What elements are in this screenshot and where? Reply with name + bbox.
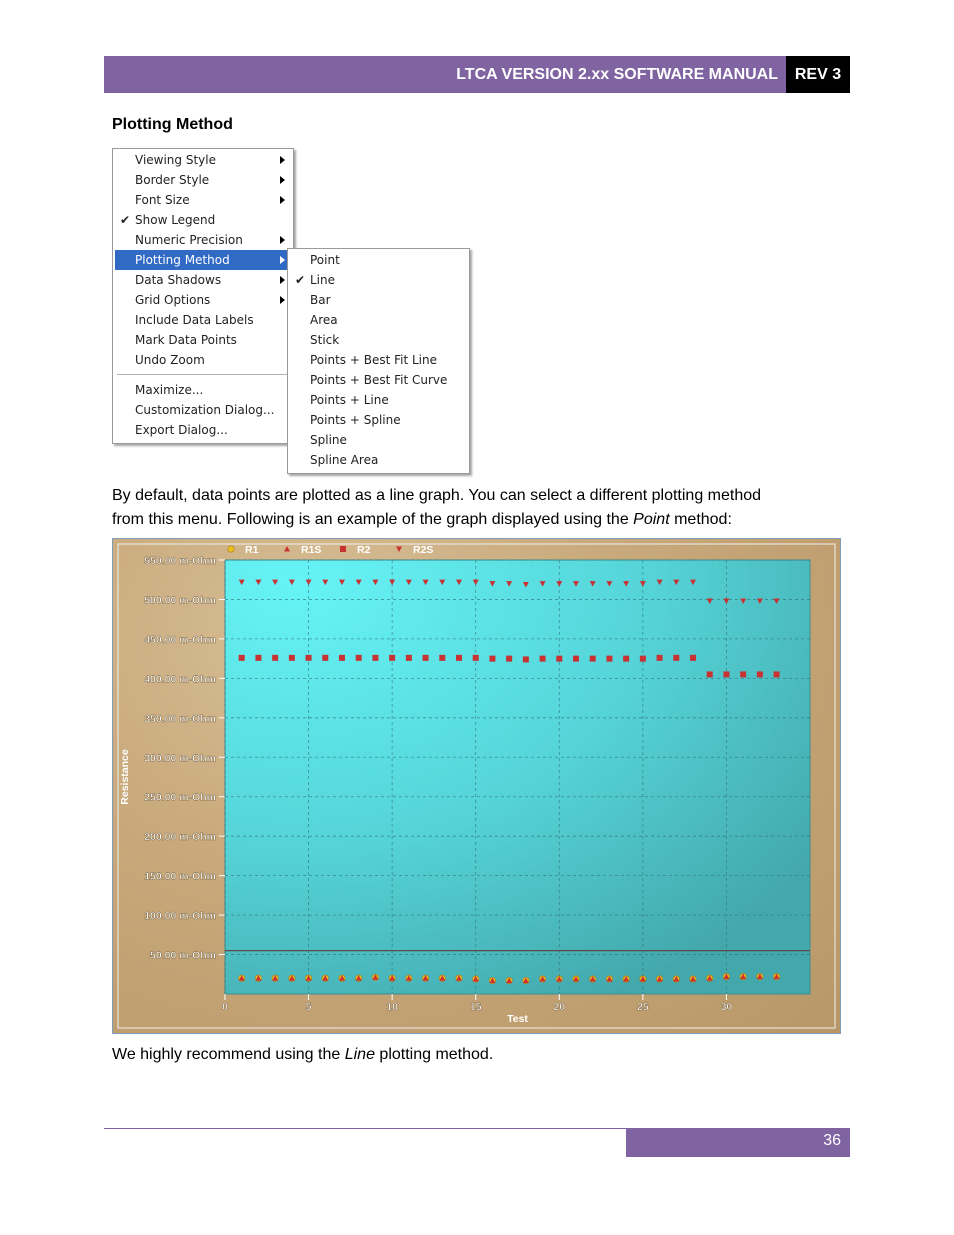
emphasis-text: Point xyxy=(633,511,670,528)
submenu-item-points-spline[interactable] xyxy=(290,410,467,430)
menu-item-label: Points + Best Fit Curve xyxy=(310,373,448,387)
data-point-r2 xyxy=(740,671,746,677)
menu-separator xyxy=(117,374,289,376)
y-tick-label: 200.00 m-Ohm xyxy=(144,831,216,844)
submenu-item-spline[interactable] xyxy=(290,430,467,450)
revision-badge: REV 3 xyxy=(786,56,850,93)
data-point-r2 xyxy=(606,656,612,662)
paragraph-line xyxy=(112,508,842,532)
menu-item-label: Point xyxy=(310,253,340,267)
y-tick-label: 50.00 m-Ohm xyxy=(150,949,216,962)
submenu-item-point[interactable] xyxy=(290,250,467,270)
data-point-r2 xyxy=(406,655,412,661)
data-point-r2 xyxy=(590,656,596,662)
data-point-r2 xyxy=(255,655,261,661)
menu-item-label: Plotting Method xyxy=(135,253,230,267)
recommendation-paragraph xyxy=(112,1043,842,1067)
page-number: 36 xyxy=(823,1132,841,1149)
menu-item-customization-dialog[interactable] xyxy=(115,400,291,420)
data-point-r2 xyxy=(774,671,780,677)
data-point-r2 xyxy=(439,655,445,661)
x-tick-label: 20 xyxy=(553,1001,566,1013)
data-point-r2 xyxy=(757,671,763,677)
menu-item-maximize[interactable] xyxy=(115,380,291,400)
y-tick-label: 350.00 m-Ohm xyxy=(144,712,216,725)
y-tick-label: 450.00 m-Ohm xyxy=(144,633,216,646)
paragraph-line: By default, data points are plotted as a line graph. You can select a different plotting method xyxy=(112,487,762,504)
menu-item-label: Numeric Precision xyxy=(135,233,243,247)
menu-item-label: Stick xyxy=(310,333,340,347)
text-run: method: xyxy=(669,511,732,528)
legend-label: R1S xyxy=(301,544,322,556)
menu-item-label: Points + Line xyxy=(310,393,389,407)
plot-area xyxy=(225,560,810,994)
footer-page-box xyxy=(626,1128,850,1157)
data-point-r2 xyxy=(306,655,312,661)
x-tick-label: 25 xyxy=(637,1001,649,1013)
page-header xyxy=(104,56,850,93)
menu-item-label: Grid Options xyxy=(135,293,211,307)
menu-item-mark-data-points[interactable] xyxy=(115,330,291,350)
data-point-r2 xyxy=(673,655,679,661)
data-point-r2 xyxy=(657,655,663,661)
submenu-arrow-icon xyxy=(280,256,285,264)
data-point-r2 xyxy=(473,655,479,661)
text-run: from this menu. Following is an example of the graph displayed using the xyxy=(112,511,634,528)
submenu-item-points-best-fit-line[interactable] xyxy=(290,350,467,370)
y-tick-label: 300.00 m-Ohm xyxy=(144,752,216,765)
menu-item-label: Points + Spline xyxy=(310,413,401,427)
submenu-item-spline-area[interactable] xyxy=(290,450,467,470)
checkmark-icon: ✔ xyxy=(295,273,306,287)
submenu-item-points-line[interactable] xyxy=(290,390,467,410)
data-point-r2 xyxy=(389,655,395,661)
submenu-arrow-icon xyxy=(280,236,285,244)
menu-item-numeric-precision[interactable] xyxy=(115,230,291,250)
x-tick-label: 15 xyxy=(469,1001,482,1013)
y-tick-label: 100.00 m-Ohm xyxy=(144,910,216,923)
data-point-r2 xyxy=(690,655,696,661)
legend-marker-r2s xyxy=(396,547,402,553)
submenu-arrow-icon xyxy=(280,156,285,164)
checkmark-icon: ✔ xyxy=(120,213,131,227)
menu-item-label: Line xyxy=(310,273,336,287)
submenu-item-line[interactable] xyxy=(290,270,467,290)
y-tick-label: 250.00 m-Ohm xyxy=(144,791,216,804)
menu-item-label: Viewing Style xyxy=(135,153,216,167)
submenu-arrow-icon xyxy=(280,296,285,304)
menu-item-show-legend[interactable] xyxy=(115,210,291,230)
x-axis-title: Test xyxy=(507,1013,528,1025)
menu-item-grid-options[interactable] xyxy=(115,290,291,310)
y-tick-label: 400.00 m-Ohm xyxy=(144,673,216,686)
manual-title: LTCA VERSION 2.xx SOFTWARE MANUAL xyxy=(456,66,778,83)
menu-item-label: Data Shadows xyxy=(135,273,222,287)
legend-marker-r1s xyxy=(284,546,290,552)
menu-item-font-size[interactable] xyxy=(115,190,291,210)
menu-item-plotting-method[interactable] xyxy=(115,250,291,270)
data-point-r2 xyxy=(523,656,529,662)
menu-item-label: Mark Data Points xyxy=(135,333,237,347)
data-point-r2 xyxy=(556,656,562,662)
chart-context-menu xyxy=(112,148,294,444)
menu-item-label: Spline xyxy=(310,433,347,447)
x-tick-label: 5 xyxy=(305,1001,312,1013)
legend-marker-r1 xyxy=(228,546,234,552)
x-tick-label: 10 xyxy=(386,1001,398,1013)
menu-item-label: Bar xyxy=(310,293,331,307)
emphasis-text: Line xyxy=(344,1046,375,1063)
menu-item-export-dialog[interactable] xyxy=(115,420,291,440)
legend-label: R1 xyxy=(245,544,259,556)
x-tick-label: 30 xyxy=(720,1001,733,1013)
menu-item-label: Font Size xyxy=(135,193,190,207)
menu-item-label: Include Data Labels xyxy=(135,313,254,327)
legend-label: R2S xyxy=(413,544,434,556)
data-point-r2 xyxy=(339,655,345,661)
footer-rule xyxy=(104,1128,626,1129)
chart-canvas xyxy=(113,539,840,1033)
menu-item-label: Maximize... xyxy=(135,383,204,397)
menu-item-data-shadows[interactable] xyxy=(115,270,291,290)
menu-item-label: Points + Best Fit Line xyxy=(310,353,438,367)
menu-item-border-style[interactable] xyxy=(115,170,291,190)
data-point-r2 xyxy=(540,656,546,662)
data-point-r2 xyxy=(623,656,629,662)
data-point-r2 xyxy=(506,656,512,662)
legend-label: R2 xyxy=(357,544,371,556)
y-tick-label: 150.00 m-Ohm xyxy=(144,870,216,883)
menu-item-viewing-style[interactable] xyxy=(115,150,291,170)
data-point-r2 xyxy=(489,656,495,662)
resistance-chart xyxy=(112,538,841,1034)
y-tick-label: 550.00 m-Ohm xyxy=(144,555,216,567)
data-point-r2 xyxy=(573,656,579,662)
data-point-r2 xyxy=(289,655,295,661)
submenu-item-bar[interactable] xyxy=(290,290,467,310)
x-tick-label: 0 xyxy=(222,1001,228,1013)
menu-item-label: Customization Dialog... xyxy=(135,403,275,417)
data-point-r2 xyxy=(640,656,646,662)
plotting-method-submenu xyxy=(287,248,470,474)
legend-marker-r2 xyxy=(340,546,346,552)
menu-item-label: Area xyxy=(310,313,338,327)
menu-item-label: Spline Area xyxy=(310,453,379,467)
data-point-r2 xyxy=(707,671,713,677)
section-heading: Plotting Method xyxy=(112,116,233,133)
submenu-arrow-icon xyxy=(280,276,285,284)
menu-item-label: Undo Zoom xyxy=(135,353,205,367)
data-point-r2 xyxy=(456,655,462,661)
submenu-arrow-icon xyxy=(280,176,285,184)
y-tick-label: 500.00 m-Ohm xyxy=(144,594,216,607)
intro-paragraph xyxy=(112,484,842,532)
submenu-item-stick[interactable] xyxy=(290,330,467,350)
menu-item-undo-zoom[interactable] xyxy=(115,350,291,370)
submenu-arrow-icon xyxy=(280,196,285,204)
submenu-item-points-best-fit-curve[interactable] xyxy=(290,370,467,390)
menu-item-label: Export Dialog... xyxy=(135,423,228,437)
text-run: plotting method. xyxy=(374,1046,494,1063)
menu-item-include-data-labels[interactable] xyxy=(115,310,291,330)
data-point-r2 xyxy=(372,655,378,661)
y-axis-title: Resistance xyxy=(119,749,131,805)
menu-item-label: Border Style xyxy=(135,173,210,187)
text-run: We highly recommend using the xyxy=(112,1046,345,1063)
data-point-r2 xyxy=(239,655,245,661)
data-point-r2 xyxy=(356,655,362,661)
data-point-r2 xyxy=(723,671,729,677)
data-point-r2 xyxy=(322,655,328,661)
submenu-item-area[interactable] xyxy=(290,310,467,330)
menu-item-label: Show Legend xyxy=(135,213,216,227)
data-point-r2 xyxy=(423,655,429,661)
data-point-r2 xyxy=(272,655,278,661)
